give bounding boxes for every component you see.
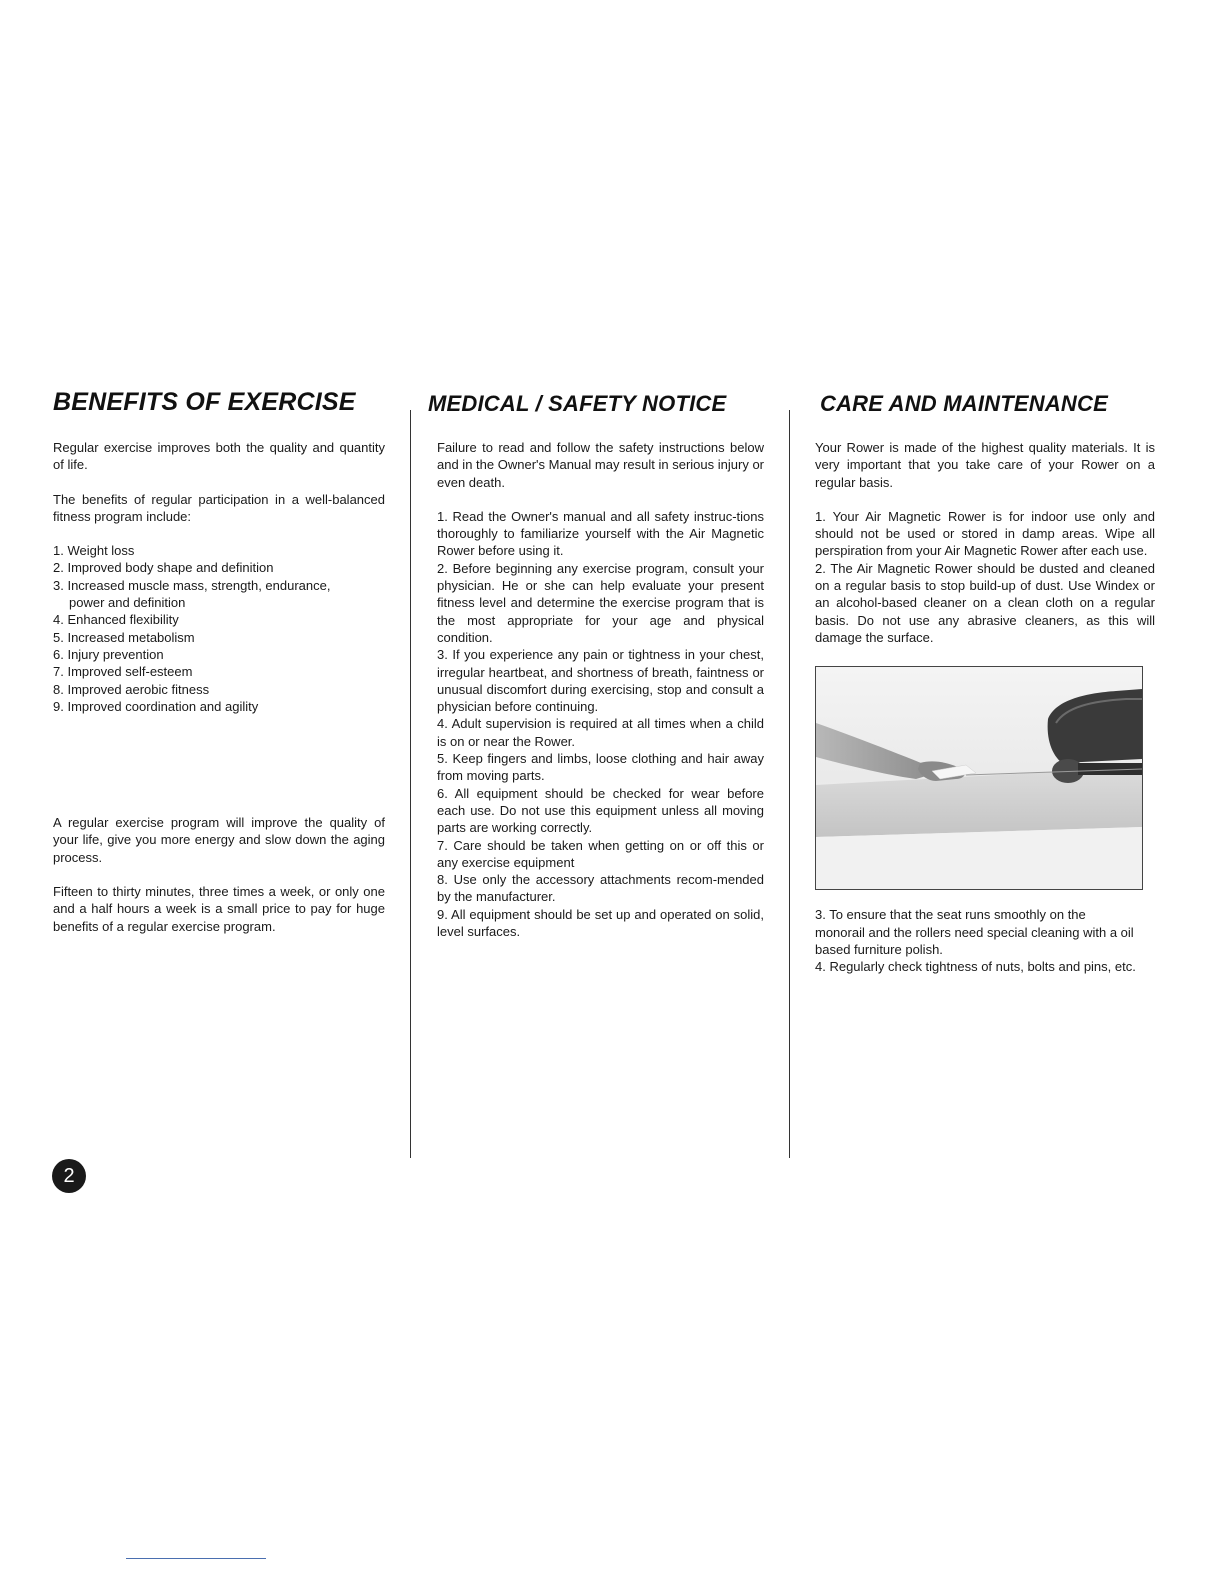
list-item: 3. If you experience any pain or tightness in your chest, irregular heartbeat, and shortness of breath, faintness or unusual discomfort during exercising, stop and consult a physician before continuing. (437, 647, 764, 715)
list-item: 7. Improved self-esteem (53, 664, 193, 680)
list-item: 4. Enhanced flexibility (53, 612, 179, 628)
benefits-column (53, 388, 385, 935)
column-divider (789, 410, 790, 1158)
list-item: 1. Read the Owner's manual and all safety instruc-tions thoroughly to familiarize yourself with the Air Magnetic Rower before using it. (437, 508, 764, 559)
page-number-badge: 2 (52, 1159, 86, 1193)
list-item: 3. Increased muscle mass, strength, endurance, (53, 577, 331, 593)
care-heading: CARE AND MAINTENANCE (820, 391, 1108, 416)
benefits-closing-2: Fifteen to thirty minutes, three times a week, or only one and a half hours a week is a small price to pay for huge benefits of a regular exercise program. (53, 884, 385, 934)
list-item: 6. All equipment should be checked for wear before each use. Do not use this equipment unless all moving parts are working correctly. (437, 785, 764, 836)
benefits-list (53, 542, 385, 715)
medical-heading: MEDICAL / SAFETY NOTICE (428, 391, 727, 416)
rower-cleaning-photo (815, 666, 1143, 890)
list-item: 5. Increased metabolism (53, 629, 195, 645)
list-item: 8. Use only the accessory attachments recom-mended by the manufacturer. (437, 872, 764, 905)
list-item-continuation: power and definition (69, 595, 186, 611)
medical-list (437, 508, 764, 940)
care-item-1: 1. Your Air Magnetic Rower is for indoor use only and should not be used or stored in damp areas. Wipe all perspiration from your Air Magnetic Rower after each use. (815, 508, 1155, 559)
list-item: 9. All equipment should be set up and operated on solid, level surfaces. (437, 906, 764, 940)
medical-intro: Failure to read and follow the safety instructions below and in the Owner's Manual may result in serious injury or even death. (437, 440, 764, 490)
care-item-3: 3. To ensure that the seat runs smoothly on the monorail and the rollers need special cleaning with a oil based furniture polish. (815, 907, 1134, 957)
list-item: 8. Improved aerobic fitness (53, 681, 210, 697)
care-item-2: 2. The Air Magnetic Rower should be dusted and cleaned on a regular basis to stop build-up of dust. Use Windex or an alcohol-based cleaner on a clean cloth on a regular basis. Do not use any abrasive cleaners, as this will damage the surface. (815, 560, 1155, 645)
benefits-lead: The benefits of regular participation in a well-balanced fitness program include: (53, 491, 385, 524)
list-item: 4. Adult supervision is required at all times when a child is on or near the Rower. (437, 716, 764, 749)
list-item: 2. Before beginning any exercise program, consult your physician. He or she can help evaluate your present fitness level and determine the exercise program that is the most appropriate for your age and physical condition. (437, 560, 764, 645)
list-item: 6. Injury prevention (53, 646, 164, 662)
care-column (815, 388, 1155, 975)
list-item: 2. Improved body shape and definition (53, 560, 274, 576)
list-item: 5. Keep fingers and limbs, loose clothing and hair away from moving parts. (437, 751, 764, 784)
care-item-4: 4. Regularly check tightness of nuts, bolts and pins, etc. (815, 959, 1136, 975)
column-divider (410, 410, 411, 1158)
benefits-heading: BENEFITS OF EXERCISE (53, 388, 356, 416)
care-intro: Your Rower is made of the highest quality materials. It is very important that you take care of your Rower on a regular basis. (815, 440, 1155, 490)
medical-column (428, 388, 764, 940)
footer-rule (126, 1558, 266, 1559)
list-item: 1. Weight loss (53, 543, 135, 559)
benefits-closing-1: A regular exercise program will improve the quality of your life, give you more energy and slow down the aging process. (53, 815, 385, 865)
rower-cleaning-illustration (816, 667, 1142, 889)
list-item: 7. Care should be taken when getting on or off this or any exercise equipment (437, 837, 764, 870)
list-item: 9. Improved coordination and agility (53, 698, 259, 714)
benefits-intro: Regular exercise improves both the quality and quantity of life. (53, 440, 385, 473)
